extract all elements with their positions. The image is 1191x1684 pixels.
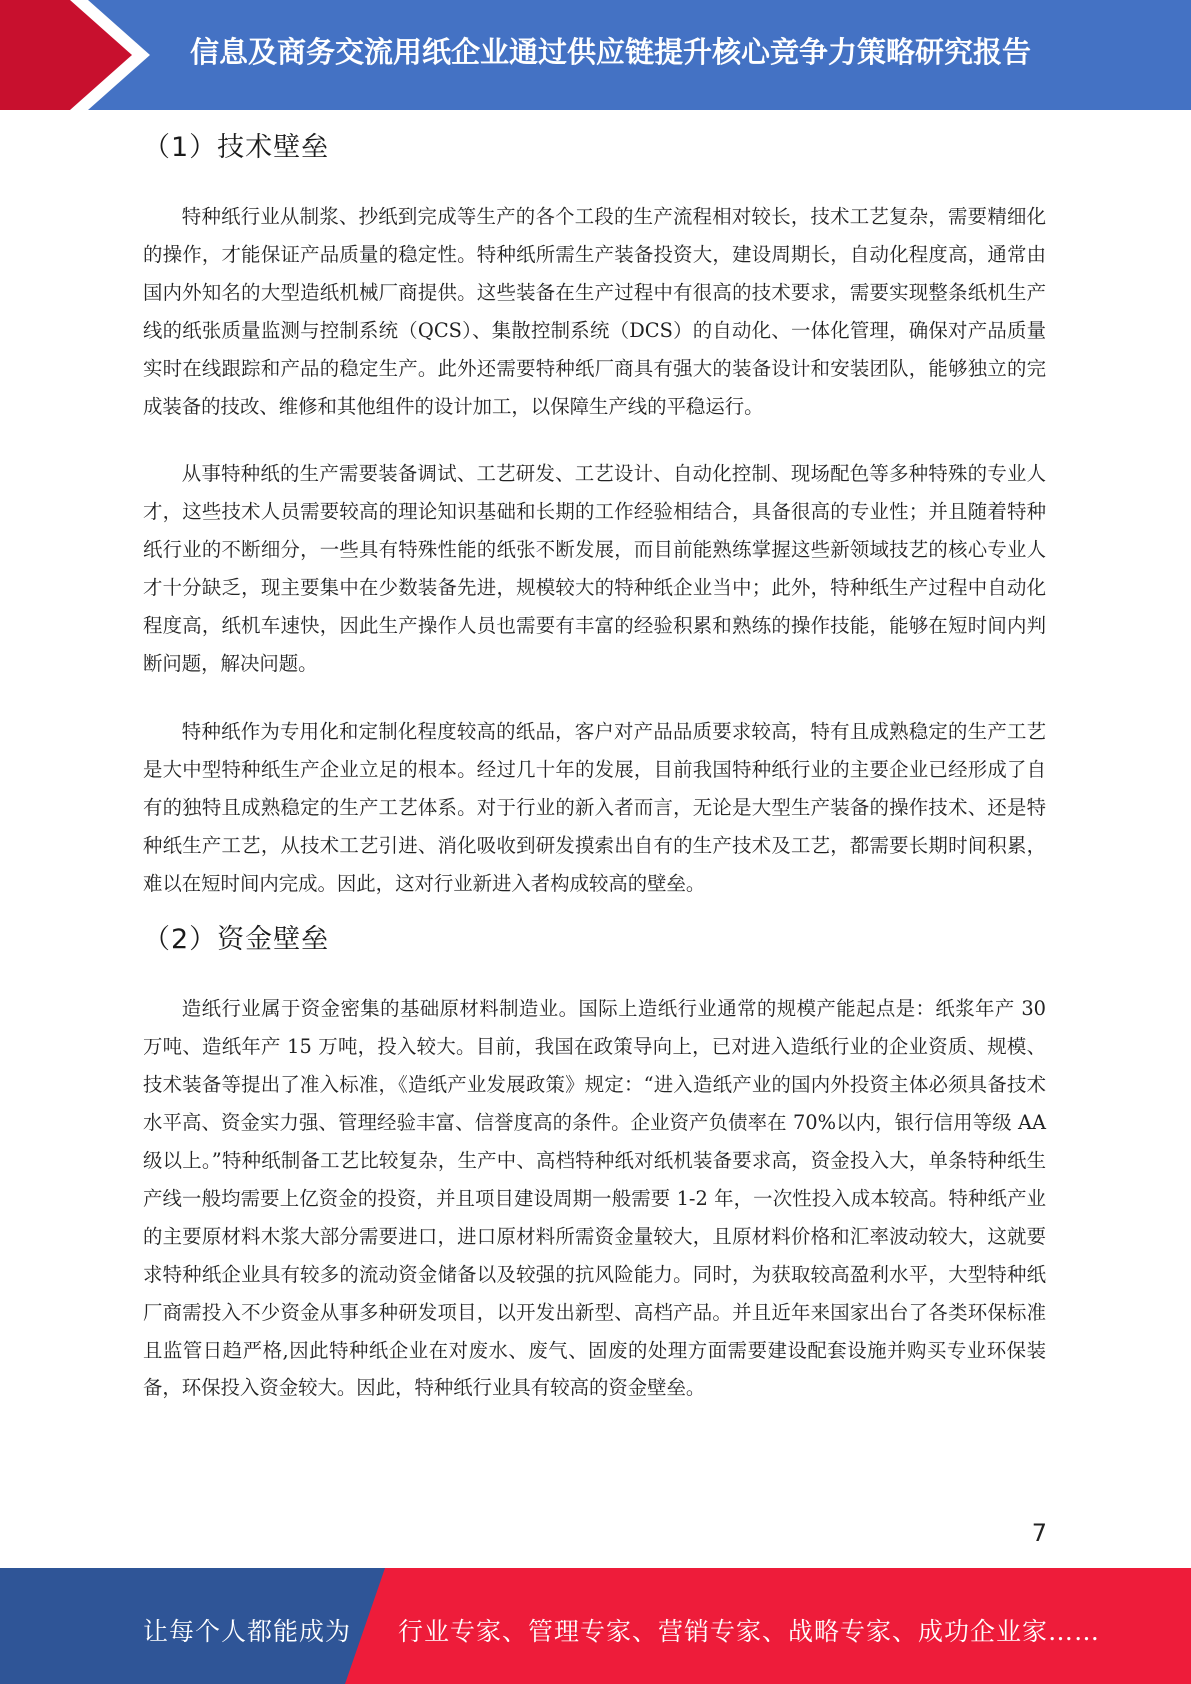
body-paragraph: 特种纸作为专用化和定制化程度较高的纸品，客户对产品品质要求较高，特有且成熟稳定的生产工艺是大中型特种纸生产企业立足的根本。经过几十年的发展，目前我国特种纸行业的主要企业已经形成了自有的独特且成熟稳定的生产工艺体系。对于行业的新入者而言，无论是大型生产装备的操作技术、还是特种纸生产工艺，从技术工艺引进、消化吸收到研发摸索出自有的生产技术及工艺，都需要长期时间积累，难以在短时间内完成。因此，这对行业新进入者构成较高的壁垒。 <box>143 719 1046 895</box>
body-paragraph: 造纸行业属于资金密集的基础原材料制造业。国际上造纸行业通常的规模产能起点是：纸浆年产 30 万吨、造纸年产 15 万吨，投入较大。目前，我国在政策导向上，已对进入造纸行业的企业资质、规模、技术装备等提出了准入标准，《造纸产业发展政策》规定：“进入造纸产业的国内外投资主体必须具备技术水平高、资金实力强、管理经验丰富、信誉度高的条件。企业资产负债率在 70%以内，银行信用等级 AA 级以上。”特种纸制备工艺比较复杂，生产中、高档特种纸对纸机装备要求高，资金投入大，单条特种纸生产线一般均需要上亿资金的投资，并且项目建设周期一般需要 1-2 年，一次性投入成本较高。特种纸产业的主要原材料木浆大部分需要进口，进口原材料所需资金量较大，且原材料价格和汇率波动较大，这就要求特种纸企业具有较多的流动资金储备以及较强的抗风险能力。同时，为获取较高盈利水平，大型特种纸厂商需投入不少资金从事多种研发项目，以开发出新型、高档产品。并且近年来国家出台了各类环保标准且监管日趋严格,因此特种纸企业在对废水、废气、固废的处理方面需要建设配套设施并购买专业环保装备，环保投入资金较大。因此，特种纸行业具有较高的资金壁垒。 <box>143 997 1046 1400</box>
section-heading-capital-barrier: （2）资金壁垒 <box>143 924 330 956</box>
footer-slogan-left: 让每个人都能成为 <box>143 1617 352 1646</box>
page-number: 7 <box>1031 1519 1047 1547</box>
report-title: 信息及商务交流用纸企业通过供应链提升核心竞争力策略研究报告 <box>189 35 1031 69</box>
footer-slogan-right: 行业专家、管理专家、营销专家、战略专家、成功企业家…… <box>398 1617 1101 1646</box>
body-paragraph: 特种纸行业从制浆、抄纸到完成等生产的各个工段的生产流程相对较长，技术工艺复杂，需要精细化的操作，才能保证产品质量的稳定性。特种纸所需生产装备投资大，建设周期长，自动化程度高，通常由国内外知名的大型造纸机械厂商提供。这些装备在生产过程中有很高的技术要求，需要实现整条纸机生产线的纸张质量监测与控制系统（QCS）、集散控制系统（DCS）的自动化、一体化管理，确保对产品质量实时在线跟踪和产品的稳定生产。此外还需要特种纸厂商具有强大的装备设计和安装团队，能够独立的完成装备的技改、维修和其他组件的设计加工，以保障生产线的平稳运行。 <box>143 205 1046 418</box>
section-heading-technical-barrier: （1）技术壁垒 <box>143 132 330 163</box>
main-content <box>143 124 1046 1437</box>
page-footer <box>0 1568 1191 1684</box>
body-paragraph: 从事特种纸的生产需要装备调试、工艺研发、工艺设计、自动化控制、现场配色等多种特殊的专业人才，这些技术人员需要较高的理论知识基础和长期的工作经验相结合，具备很高的专业性；并且随着特种纸行业的不断细分，一些具有特殊性能的纸张不断发展，而目前能熟练掌握这些新领域技艺的核心专业人才十分缺乏，现主要集中在少数装备先进，规模较大的特种纸企业当中；此外，特种纸生产过程中自动化程度高，纸机车速快，因此生产操作人员也需要有丰富的经验积累和熟练的操作技能，能够在短时间内判断问题，解决问题。 <box>143 462 1046 675</box>
page-header <box>0 0 1191 110</box>
